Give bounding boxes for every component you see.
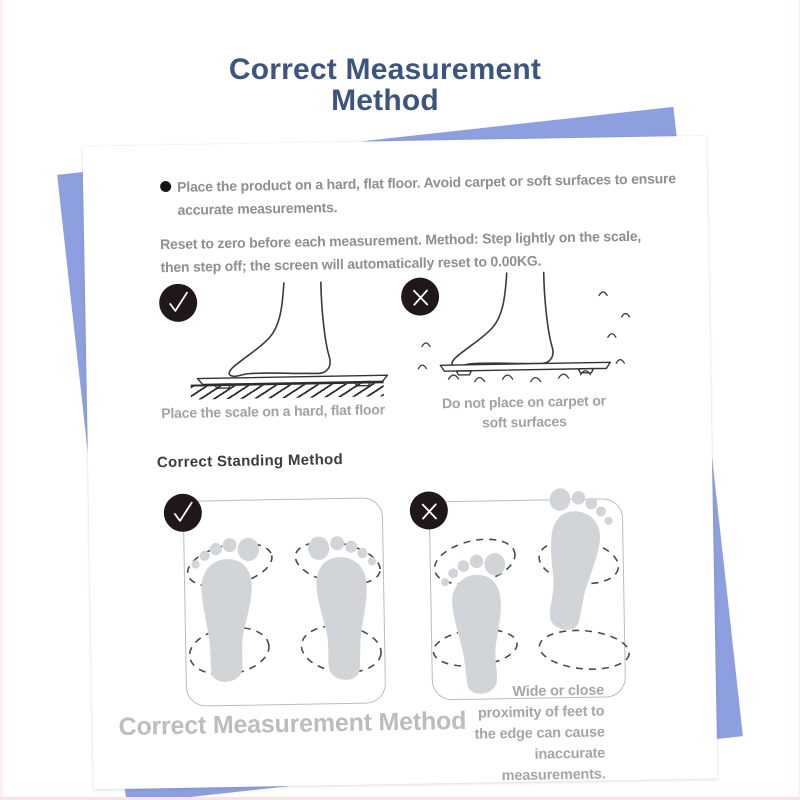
correct-standing-box bbox=[183, 497, 387, 706]
tip-placement-paragraph bbox=[160, 167, 676, 222]
bullet-dot-icon bbox=[160, 181, 171, 192]
page-title-line1: Correct Measurement bbox=[228, 53, 542, 86]
standing-method-heading: Correct Standing Method bbox=[156, 450, 344, 472]
check-icon bbox=[164, 493, 203, 532]
correct-footprints bbox=[184, 498, 386, 705]
wrong-floor-caption-line1: Do not place on carpet or bbox=[441, 392, 606, 412]
x-icon bbox=[401, 277, 440, 316]
page-title-line2: Method bbox=[331, 84, 439, 117]
instruction-card bbox=[82, 136, 717, 790]
page-title bbox=[0, 54, 770, 116]
wrong-standing-caption-line3: the edge can cause bbox=[474, 724, 605, 743]
wrong-standing-caption bbox=[458, 680, 606, 788]
wrong-floor-caption bbox=[429, 390, 620, 433]
tip-reset-line1: Reset to zero before each measurement. Method: Step lightly on the scale, bbox=[160, 227, 642, 253]
correct-floor-caption: Place the scale on a hard, flat floor bbox=[161, 401, 386, 422]
wrong-standing-caption-line2: proximity of feet to bbox=[477, 703, 605, 722]
wrong-standing-caption-line1: Wide or close bbox=[512, 682, 605, 701]
wrong-standing-caption-line5: measurements. bbox=[501, 766, 606, 785]
wrong-standing-caption-line4: inaccurate bbox=[534, 745, 606, 763]
footer-headline: Correct Measurement Method bbox=[118, 706, 467, 741]
page-edge-left bbox=[0, 0, 3, 800]
tip-placement-line2: accurate measurements. bbox=[177, 199, 338, 218]
foot-on-carpet-illustration bbox=[417, 275, 633, 391]
wrong-standing-box bbox=[429, 498, 626, 700]
wrong-footprints bbox=[430, 499, 625, 699]
tip-reset-line2: then step off; the screen will automatically reset to 0.00KG. bbox=[160, 252, 542, 276]
tip-placement-line1: Place the product on a hard, flat floor. Avoid carpet or soft surfaces to ensure bbox=[177, 170, 676, 195]
check-icon bbox=[159, 284, 198, 323]
tip-reset-paragraph bbox=[160, 225, 642, 279]
wrong-floor-caption-line2: soft surfaces bbox=[481, 413, 567, 431]
x-icon bbox=[410, 491, 449, 530]
